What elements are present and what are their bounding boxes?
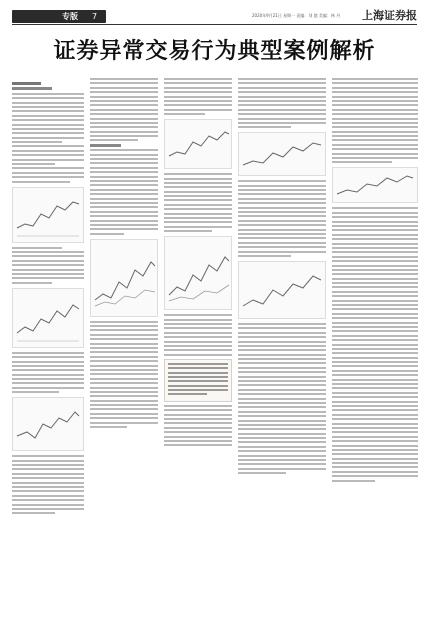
page-number: 7 [92,12,98,21]
section-label: 专版 [62,12,78,21]
figure-6 [164,236,232,310]
column-1 [12,78,84,517]
column-3 [164,78,232,449]
issue-info: 2020年9月21日 星期一 责编：刘 越 美编：林 丹 [252,13,341,18]
case-box [164,359,232,402]
figure-3 [12,397,84,451]
page-header [12,8,417,30]
column-2 [90,78,158,430]
newspaper-name: 上海证券报 [362,9,417,22]
article-title: 证券异常交易行为典型案例解析 [53,39,376,64]
figure-7 [238,132,326,176]
column-5 [332,78,418,484]
figure-9 [332,167,418,203]
section-badge [12,10,106,23]
column-4 [238,78,326,477]
figure-4 [90,239,158,317]
figure-2 [12,288,84,348]
figure-1 [12,187,84,243]
header-rule [12,24,417,25]
figure-8 [238,261,326,319]
figure-5 [164,119,232,169]
